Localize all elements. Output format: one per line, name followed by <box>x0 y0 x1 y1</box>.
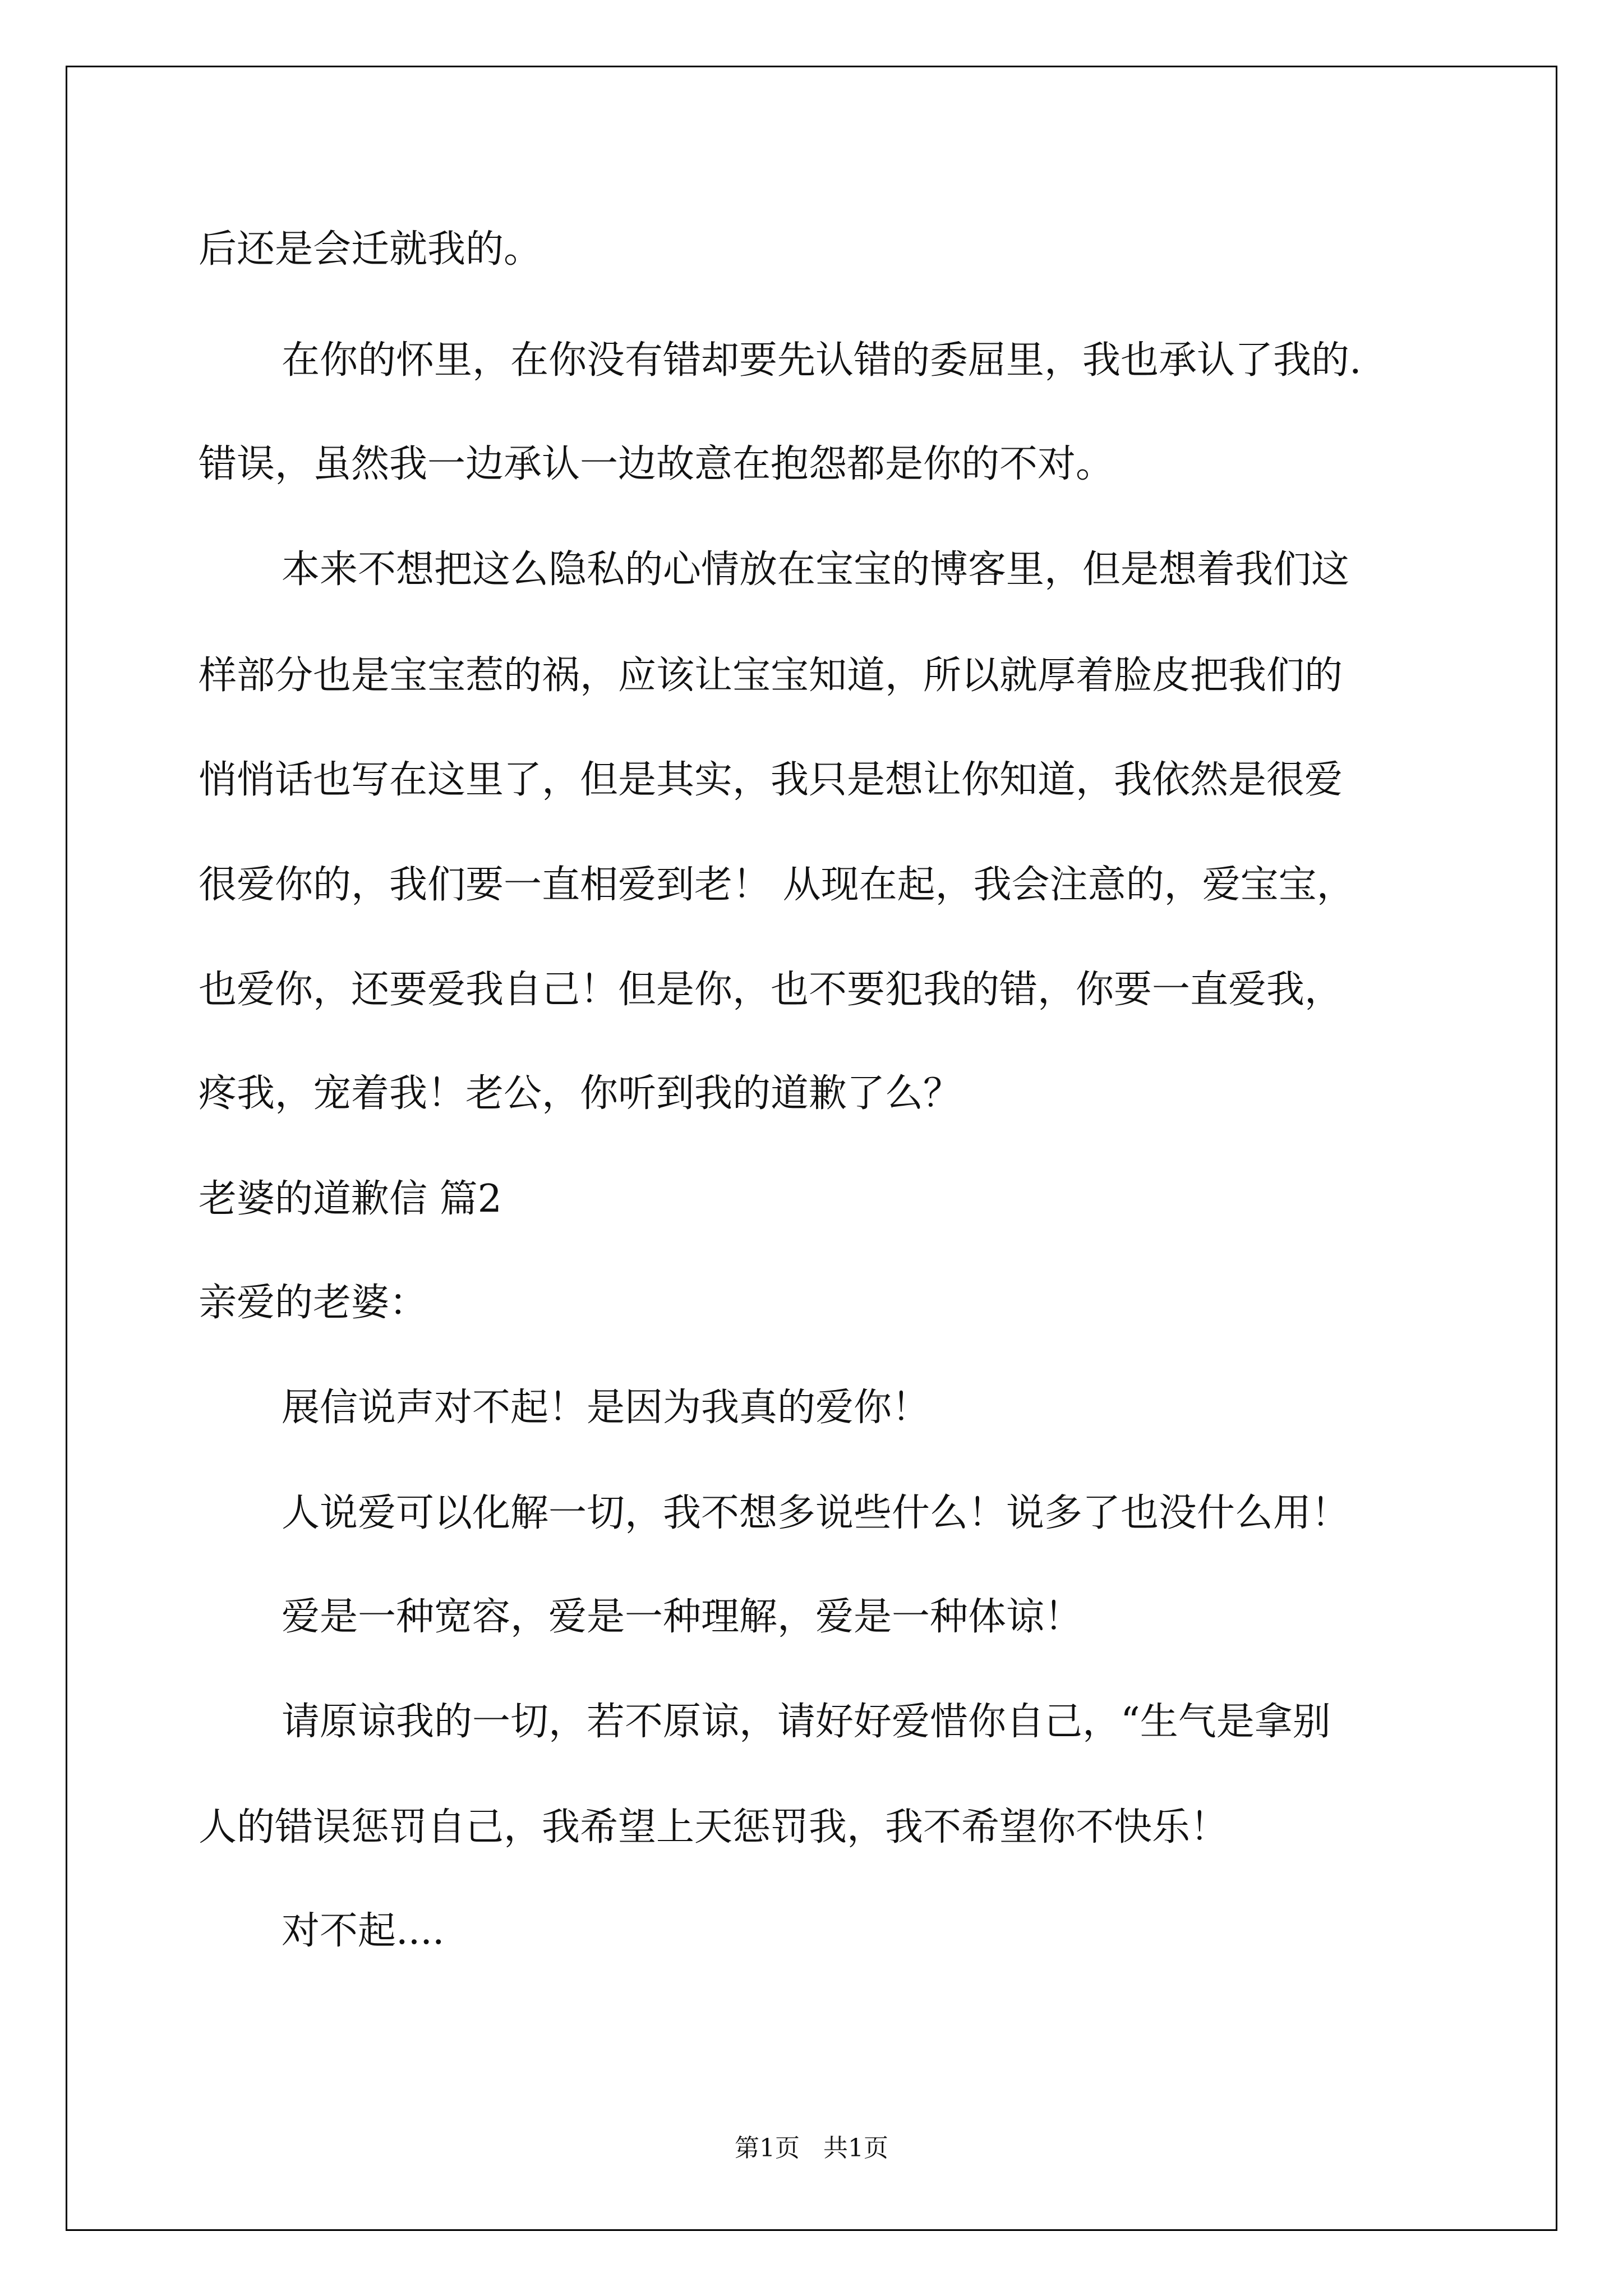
body-line: 爱是一种宽容，爱是一种理解，爱是一种体谅！ <box>282 1595 1083 1639</box>
section-heading: 老婆的道歉信 篇2 <box>199 1177 502 1221</box>
body-line: 疼我，宠着我！老公，你听到我的道歉了么？ <box>199 1071 962 1116</box>
salutation: 亲爱的老婆： <box>199 1281 428 1325</box>
body-line: 错误，虽然我一边承认一边故意在抱怨都是你的不对。 <box>199 442 1114 486</box>
body-line: 对不起.... <box>282 1909 445 1953</box>
body-line: 也爱你，还要爱我自己！但是你，也不要犯我的错，你要一直爱我， <box>199 968 1343 1012</box>
body-line: 在你的怀里，在你没有错却要先认错的委屈里，我也承认了我的. <box>282 338 1362 383</box>
page-number: 第1页 共1页 <box>735 2134 888 2162</box>
body-line: 后还是会迁就我的。 <box>199 227 542 272</box>
body-line: 很爱你的，我们要一直相爱到老！ 从现在起，我会注意的，爱宝宝， <box>199 863 1355 907</box>
body-line: 本来不想把这么隐私的心情放在宝宝的博客里，但是想着我们这 <box>282 547 1350 592</box>
body-line: 请原谅我的一切，若不原谅，请好好爱惜你自己，“生气是拿别 <box>282 1700 1331 1744</box>
body-line: 人的错误惩罚自己，我希望上天惩罚我，我不希望你不快乐！ <box>199 1805 1229 1849</box>
body-line: 悄悄话也写在这里了，但是其实，我只是想让你知道，我依然是很爱 <box>199 758 1343 802</box>
body-line: 样部分也是宝宝惹的祸，应该让宝宝知道，所以就厚着脸皮把我们的 <box>199 654 1343 698</box>
body-line: 人说爱可以化解一切，我不想多说些什么！说多了也没什么用！ <box>282 1491 1350 1535</box>
body-line: 展信说声对不起！是因为我真的爱你！ <box>282 1386 930 1430</box>
